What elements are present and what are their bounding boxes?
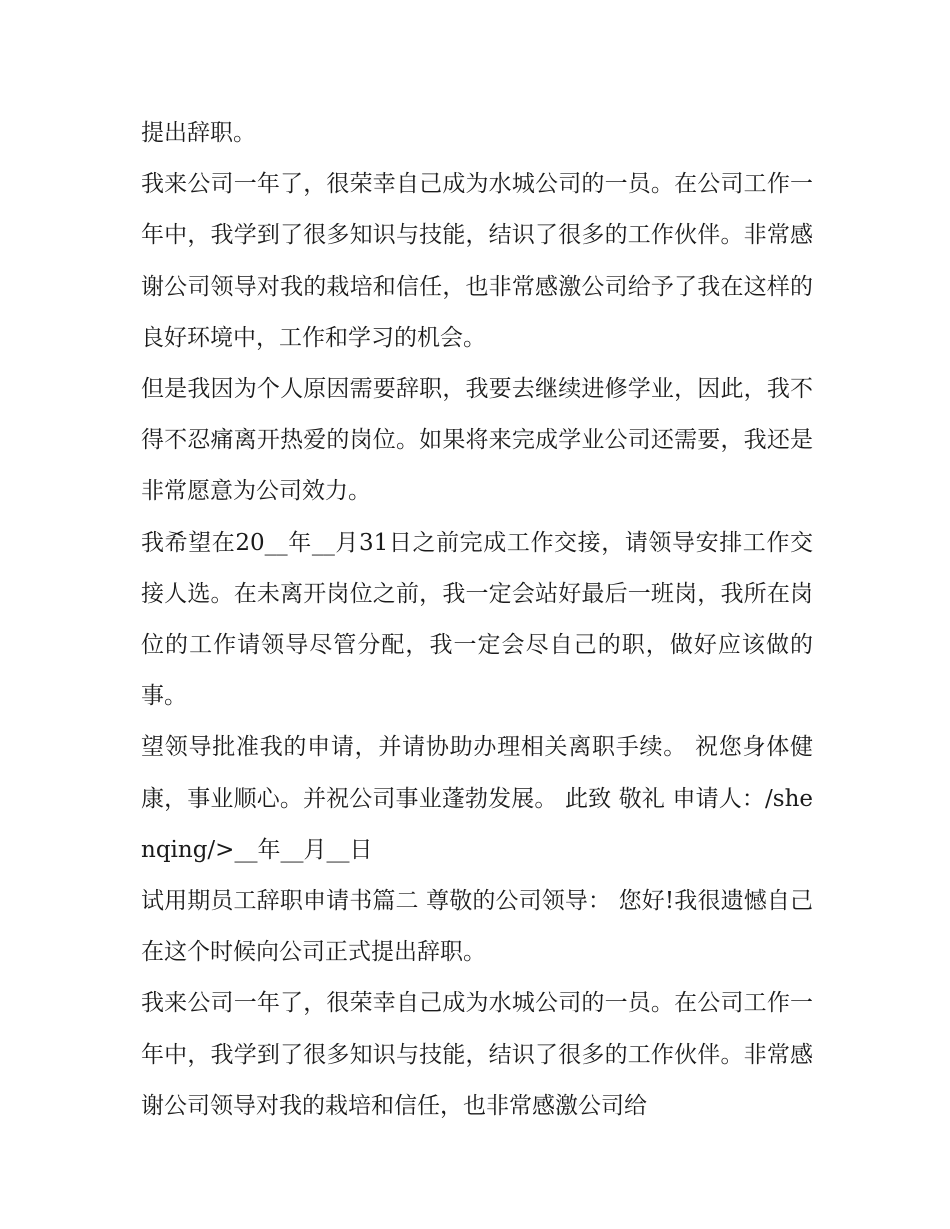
paragraph-closing: 望领导批准我的申请，并请协助办理相关离职手续。 祝您身体健康，事业顺心。并祝公司事业蓬勃发展。 此致 敬礼 申请人：/shenqing/>__年__月__日 [141,734,813,863]
paragraph-handover: 我希望在20__年__月31日之前完成工作交接，请领导安排工作交接人选。在未离开岗位之前，我一定会站好最后一班岗，我所在岗位的工作请领导尽管分配，我一定会尽自己的职，做好应该做的事。 [141,529,813,710]
paragraph-gratitude: 我来公司一年了，很荣幸自己成为水城公司的一员。在公司工作一年中，我学到了很多知识与技能，结识了很多的工作伙伴。非常感谢公司领导对我的栽培和信任，也非常感激公司给予了我在这样的良好环境中，工作和学习的机会。 [141,171,813,351]
document-body [141,108,813,1132]
paragraph-second-letter-heading: 试用期员工辞职申请书篇二 尊敬的公司领导： 您好!我很遗憾自己在这个时候向公司正式提出辞职。 [141,888,813,966]
paragraph-second-letter-gratitude: 我来公司一年了，很荣幸自己成为水城公司的一员。在公司工作一年中，我学到了很多知识与技能，结识了很多的工作伙伴。非常感谢公司领导对我的栽培和信任，也非常感激公司给 [141,990,813,1119]
paragraph-resignation-end: 提出辞职。 [141,120,256,146]
paragraph-reason: 但是我因为个人原因需要辞职，我要去继续进修学业，因此，我不得不忍痛离开热爱的岗位。如果将来完成学业公司还需要，我还是非常愿意为公司效力。 [141,376,813,505]
